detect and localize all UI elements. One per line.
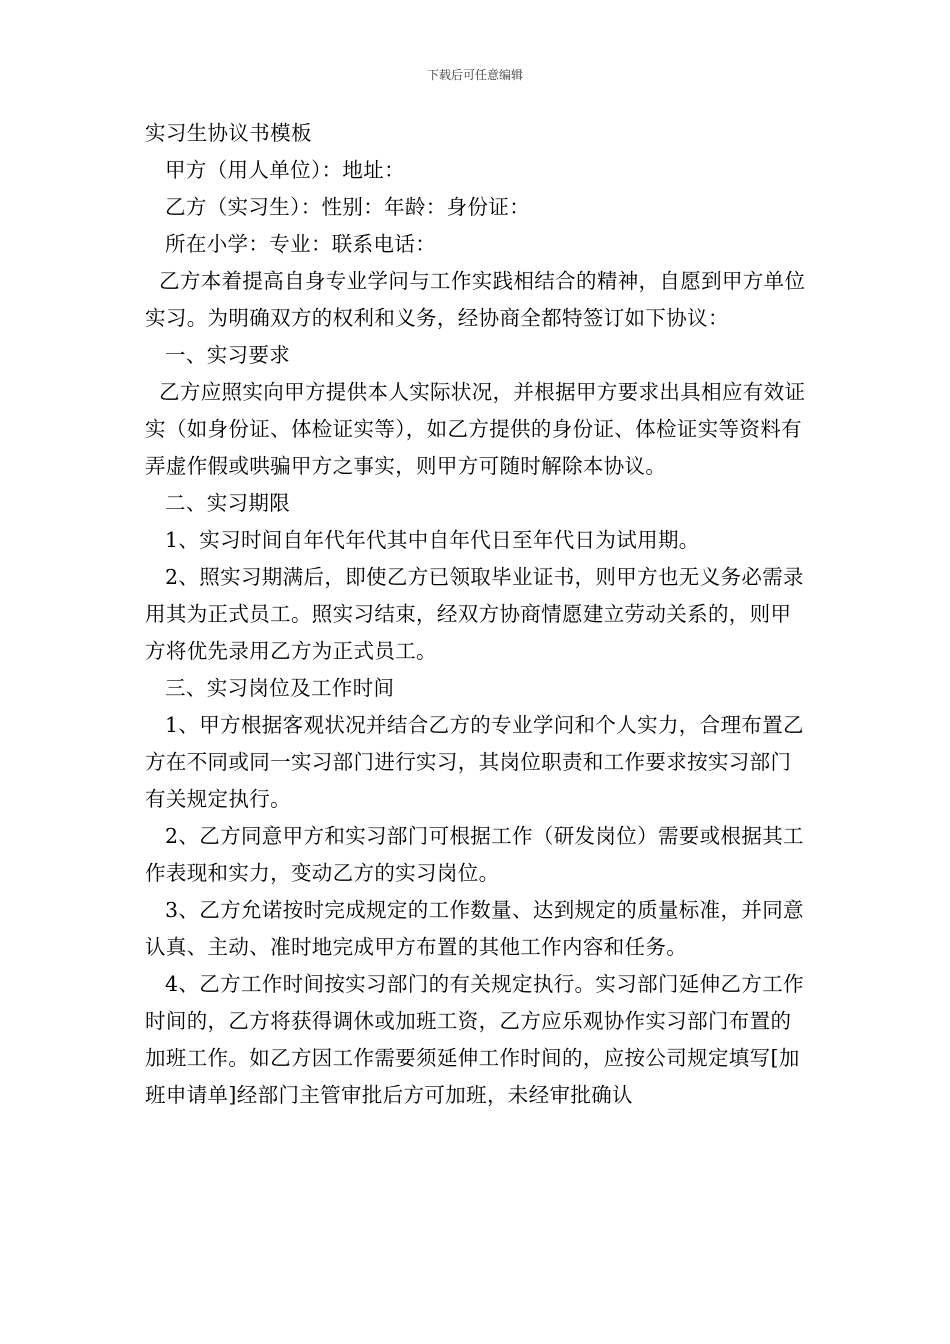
intro-paragraph: 乙方本着提高自身专业学问与工作实践相结合的精神，自愿到甲方单位实习。为明确双方的权利和义务，经协商全都特签订如下协议： [145, 269, 806, 330]
section-heading-2: 二、实习期限 [165, 491, 291, 515]
school-line: 所在小学：专业：联系电话： [165, 232, 437, 256]
section-2-item-2: 2、照实习期满后，即使乙方已领取毕业证书，则甲方也无义务必需录用其为正式员工。照实习结束，经双方协商情愿建立劳动关系的，则甲方将优先录用乙方为正式员工。 [145, 565, 804, 663]
section-3-item-1: 1、甲方根据客观状况并结合乙方的专业学问和个人实力，合理布置乙方在不同或同一实习部门进行实习，其岗位职责和工作要求按实习部门有关规定执行。 [145, 713, 804, 811]
document-body [145, 115, 810, 1114]
page-header-note: 下载后可任意编辑 [426, 68, 523, 82]
section-3-item-3: 3、乙方允诺按时完成规定的工作数量、达到规定的质量标准，并同意认真、主动、准时地完成甲方布置的其他工作内容和任务。 [145, 898, 804, 959]
section-1-paragraph: 乙方应照实向甲方提供本人实际状况，并根据甲方要求出具相应有效证实（如身份证、体检证实等），如乙方提供的身份证、体检证实等资料有弄虚作假或哄骗甲方之事实，则甲方可随时解除本协议。 [145, 380, 806, 478]
section-3-item-2: 2、乙方同意甲方和实习部门可根据工作（研发岗位）需要或根据其工作表现和实力，变动乙方的实习岗位。 [145, 824, 804, 885]
section-heading-1: 一、实习要求 [165, 343, 291, 367]
document-title: 实习生协议书模板 [145, 121, 312, 145]
party-a-line: 甲方（用人单位）：地址： [165, 158, 405, 182]
section-3-item-4: 4、乙方工作时间按实习部门的有关规定执行。实习部门延伸乙方工作时间的，乙方将获得调休或加班工资，乙方应乐观协作实习部门布置的加班工作。如乙方因工作需要须延伸工作时间的，应按公司规定填写[加班申请单]经部门主管审批后方可加班，未经审批确认 [145, 972, 804, 1107]
section-heading-3: 三、实习岗位及工作时间 [165, 676, 395, 700]
party-b-line: 乙方（实习生）：性别：年龄：身份证： [165, 195, 531, 219]
section-2-item-1: 1、实习时间自年代年代其中自年代日至年代日为试用期。 [165, 528, 700, 552]
